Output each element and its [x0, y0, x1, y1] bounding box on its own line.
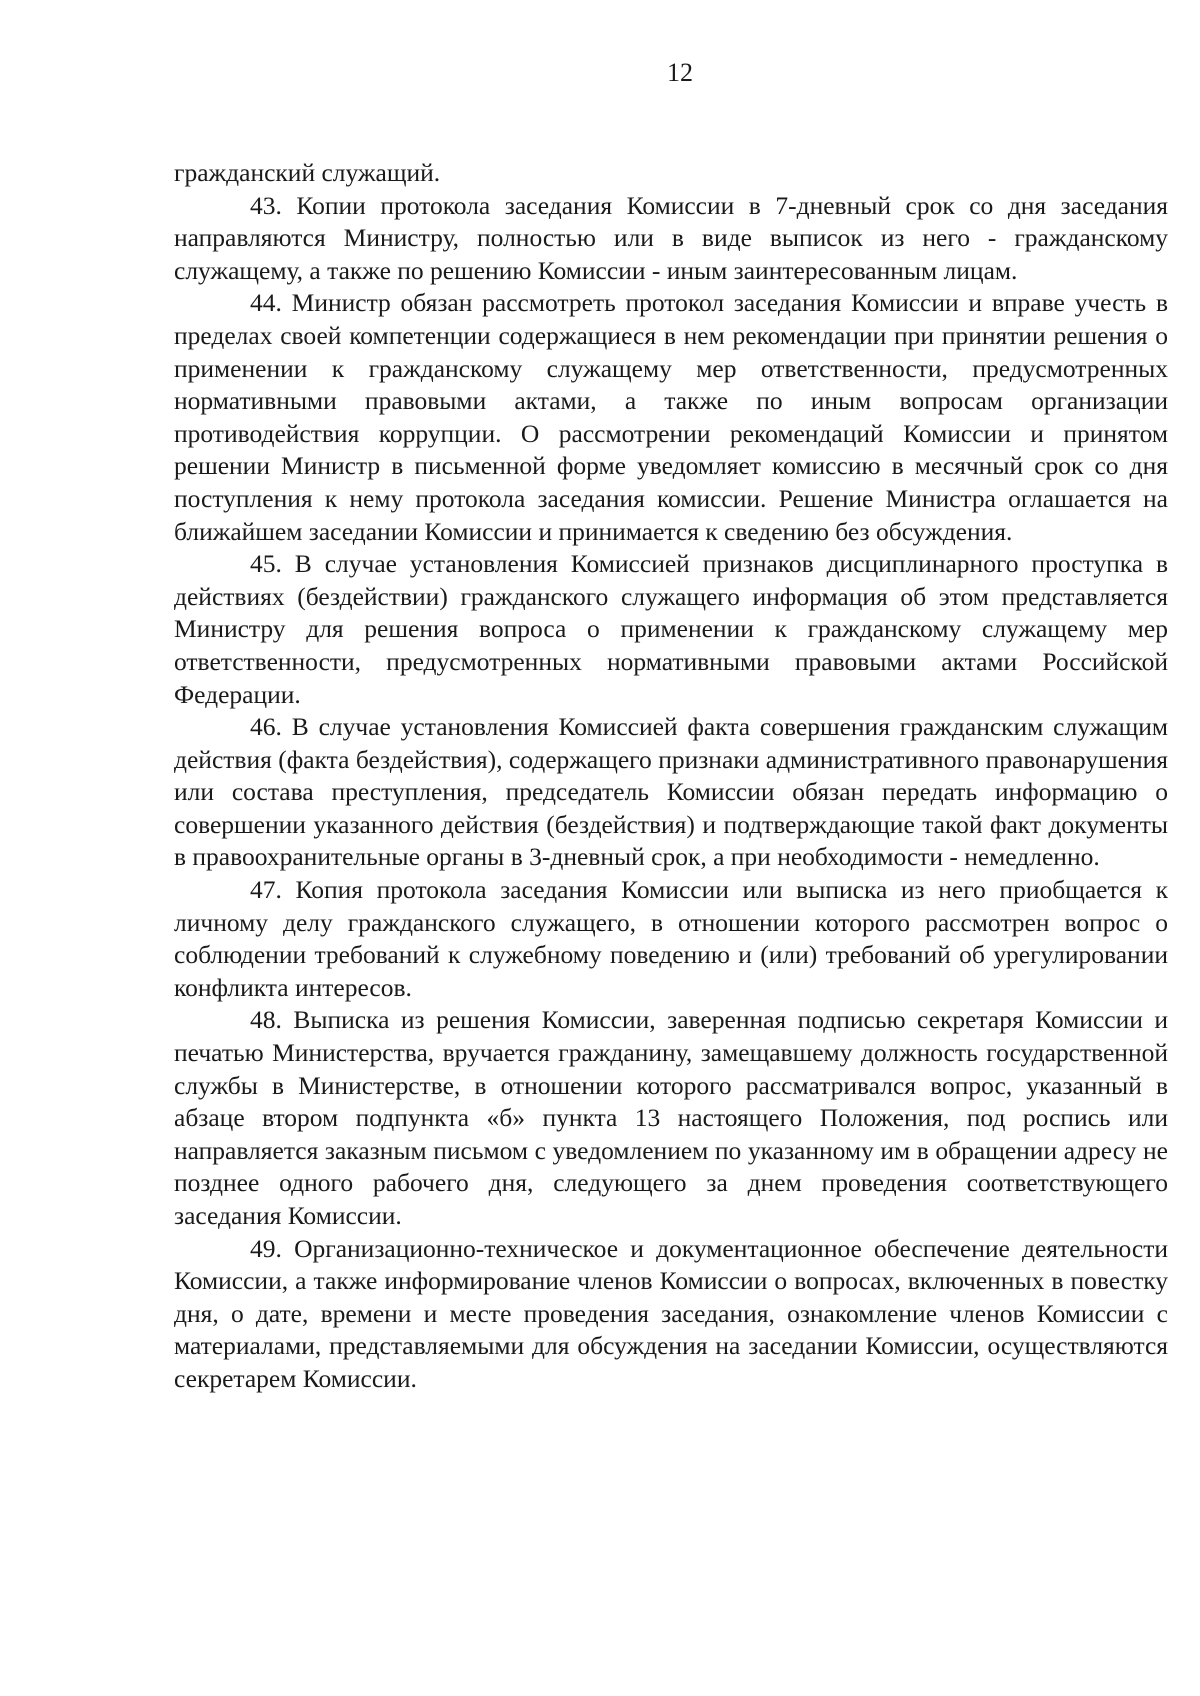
continuation-text: гражданский служащий.	[174, 158, 441, 187]
page-number: 12	[667, 58, 693, 87]
document-body	[174, 157, 1168, 1396]
paragraph-45: 45. В случае установления Комиссией признаков дисциплинарного проступка в действиях (бездействии) гражданского служащего информация об этом представляется Министру для решения вопроса о применении к гражданскому служащему мер ответственности, предусмотренных нормативными правовыми актами Российской Федерации.	[174, 549, 1168, 709]
paragraph-48: 48. Выписка из решения Комиссии, заверенная подписью секретаря Комиссии и печатью Министерства, вручается гражданину, замещавшему должность государственной службы в Министерстве, в отношении которого рассматривался вопрос, указанный в абзаце втором подпункта «б» пункта 13 настоящего Положения, под роспись или направляется заказным письмом с уведомлением по указанному им в обращении адресу не позднее одного рабочего дня, следующего за днем проведения соответствующего заседания Комиссии.	[174, 1005, 1168, 1230]
paragraph-49: 49. Организационно-техническое и документационное обеспечение деятельности Комиссии, а также информирование членов Комиссии о вопросах, включенных в повестку дня, о дате, времени и месте проведения заседания, ознакомление членов Комиссии с материалами, представляемыми для обсуждения на заседании Комиссии, осуществляются секретарем Комиссии.	[174, 1233, 1168, 1393]
paragraph-43: 43. Копии протокола заседания Комиссии в 7-дневный срок со дня заседания направляются Министру, полностью или в виде выписок из него - гражданскому служащему, а также по решению Комиссии - иным заинтересованным лицам.	[174, 190, 1168, 285]
paragraph-44: 44. Министр обязан рассмотреть протокол заседания Комиссии и вправе учесть в пределах своей компетенции содержащиеся в нем рекомендации при принятии решения о применении к гражданскому служащему мер ответственности, предусмотренных нормативными правовыми актами, а также по иным вопросам организации противодействия коррупции. О рассмотрении рекомендаций Комиссии и принятом решении Министр в письменной форме уведомляет комиссию в месячный срок со дня поступления к нему протокола заседания комиссии. Решение Министра оглашается на ближайшем заседании Комиссии и принимается к сведению без обсуждения.	[174, 288, 1168, 546]
paragraph-46: 46. В случае установления Комиссией факта совершения гражданским служащим действия (факта бездействия), содержащего признаки административного правонарушения или состава преступления, председатель Комиссии обязан передать информацию о совершении указанного действия (бездействия) и подтверждающие такой факт документы в правоохранительные органы в 3-дневный срок, а при необходимости - немедленно.	[174, 712, 1168, 872]
paragraph-47: 47. Копия протокола заседания Комиссии или выписка из него приобщается к личному делу гражданского служащего, в отношении которого рассмотрен вопрос о соблюдении требований к служебному поведению и (или) требований об урегулировании конфликта интересов.	[174, 875, 1168, 1002]
